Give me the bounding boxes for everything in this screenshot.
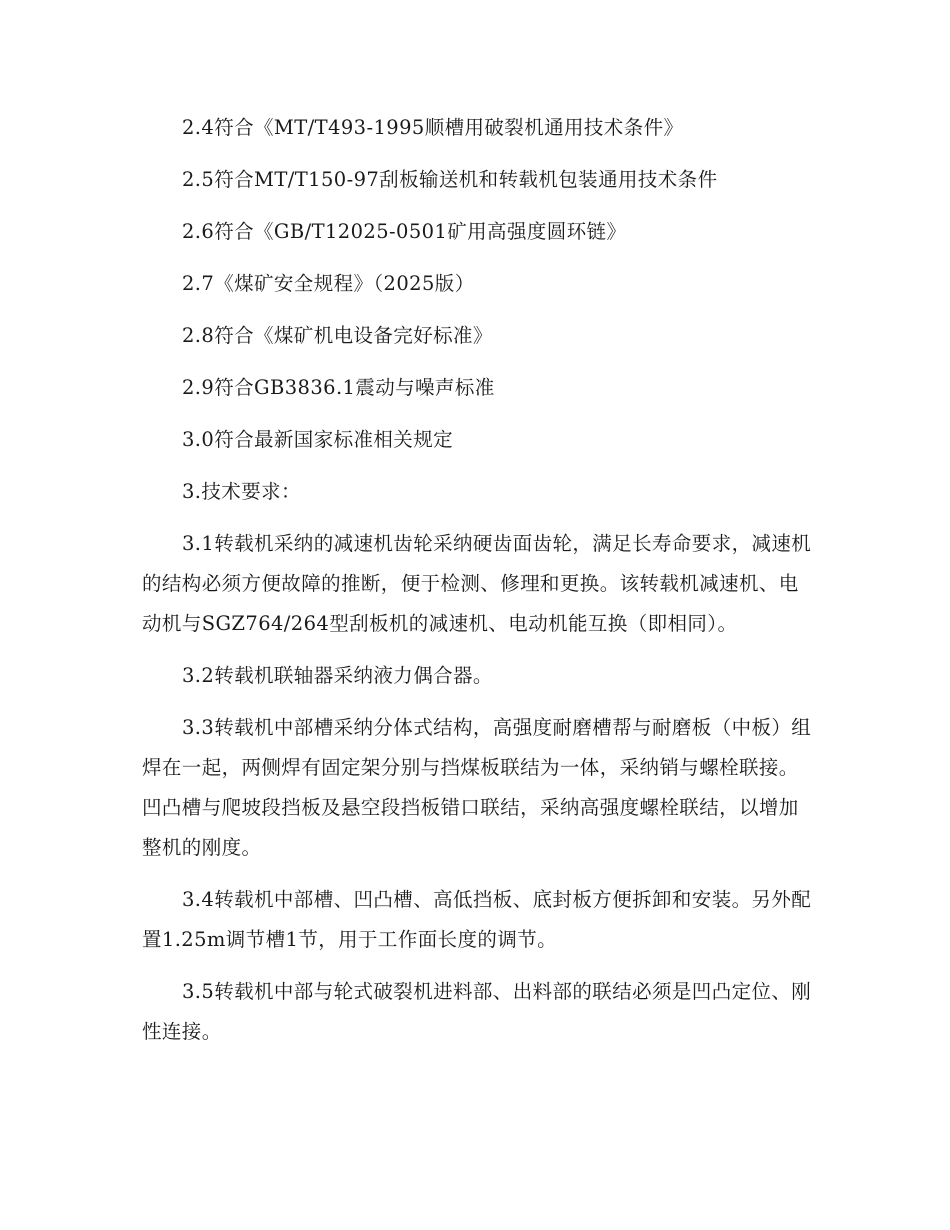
paragraph-3-5: 3.5转载机中部与轮式破裂机进料部、出料部的联结必须是凹凸定位、刚性连接。 bbox=[142, 980, 812, 1043]
paragraph-2-5: 2.5符合MT/T150-97刮板输送机和转载机包装通用技术条件 bbox=[182, 168, 718, 191]
paragraph-2-9: 2.9符合GB3836.1震动与噪声标准 bbox=[182, 376, 495, 399]
document-body bbox=[142, 108, 812, 1064]
paragraph-2-8: 2.8符合《煤矿机电设备完好标准》 bbox=[182, 324, 493, 347]
paragraph-3-1: 3.1转载机采纳的减速机齿轮采纳硬齿面齿轮，满足长寿命要求，减速机的结构必须方便故障的推断，便于检测、修理和更换。该转载机减速机、电动机与SGZ764/264型刮板机的减速机、电动机能互换（即相同）。 bbox=[142, 532, 812, 635]
paragraph-3-4: 3.4转载机中部槽、凹凸槽、高低挡板、底封板方便拆卸和安装。另外配置1.25m调节槽1节，用于工作面长度的调节。 bbox=[142, 888, 812, 951]
paragraph-2-4: 2.4符合《MT/T493-1995顺槽用破裂机通用技术条件》 bbox=[182, 116, 684, 139]
paragraph-3-2: 3.2转载机联轴器采纳液力偶合器。 bbox=[182, 664, 493, 687]
paragraph-3-0: 3.0符合最新国家标准相关规定 bbox=[182, 428, 454, 451]
paragraph-2-7: 2.7《煤矿安全规程》（2025版） bbox=[182, 272, 475, 295]
paragraph-3-3: 3.3转载机中部槽采纳分体式结构，高强度耐磨槽帮与耐磨板（中板）组焊在一起，两侧焊有固定架分别与挡煤板联结为一体，采纳销与螺栓联接。凹凸槽与爬坡段挡板及悬空段挡板错口联结，采纳高强度螺栓联结，以增加整机的刚度。 bbox=[142, 716, 812, 859]
section-heading-technical-requirements: 3.技术要求： bbox=[182, 480, 301, 503]
paragraph-2-6: 2.6符合《GB/T12025-0501矿用高强度圆环链》 bbox=[182, 220, 627, 243]
